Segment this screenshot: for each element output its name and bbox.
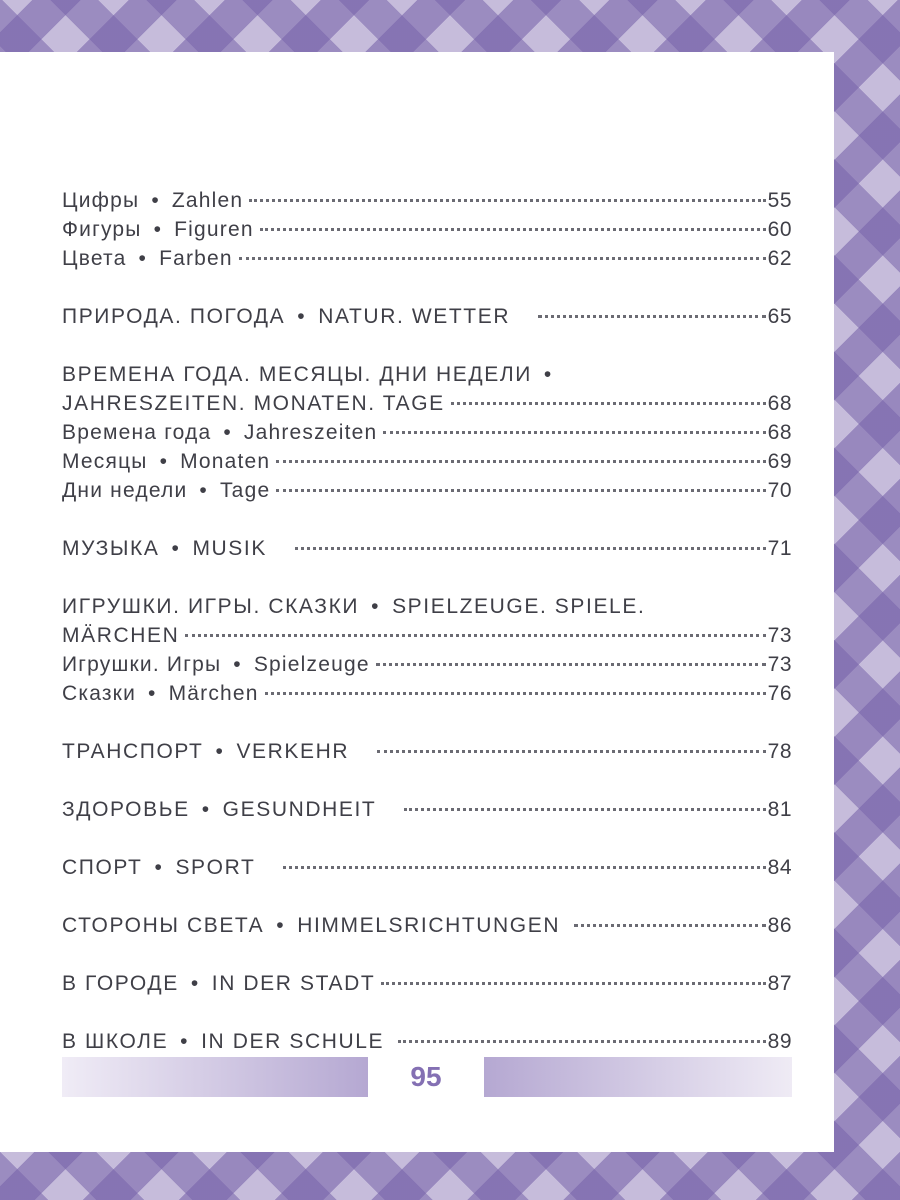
- separator: •: [199, 479, 208, 502]
- entry-title-ru: Времена года: [62, 421, 212, 444]
- separator: •: [159, 450, 169, 473]
- entry-title-de: Zahlen: [171, 189, 244, 212]
- page-ref: 55: [767, 189, 792, 212]
- toc-entry-transport[interactable]: [62, 740, 792, 769]
- entry-title-ru: ВРЕМЕНА ГОДА. МЕСЯЦЫ. ДНИ НЕДЕЛИ: [62, 363, 532, 386]
- toc-entry-seasons[interactable]: [62, 421, 792, 450]
- entry-title-ru: Цифры: [62, 189, 140, 212]
- entry-title-de: IN DER STADT: [211, 972, 376, 995]
- entry-title-ru: Сказки: [62, 682, 137, 705]
- entry-title-ru: ИГРУШКИ. ИГРЫ. СКАЗКИ: [62, 595, 360, 618]
- toc-entry-seasons-head[interactable]: [62, 392, 792, 421]
- table-of-contents: [62, 189, 792, 1059]
- page-ref: 89: [767, 1030, 792, 1053]
- toc-entry-colors[interactable]: [62, 247, 792, 276]
- toc-heading-seasons-line1: [62, 363, 792, 392]
- dot-leader: [538, 315, 766, 318]
- page-ref: 84: [767, 856, 792, 879]
- entry-title-de: MÄRCHEN: [62, 624, 180, 647]
- page-ref: 62: [767, 247, 792, 270]
- separator: •: [201, 798, 211, 821]
- entry-title-ru: Цвета: [62, 247, 127, 270]
- page-ref: 70: [767, 479, 792, 502]
- entry-title-ru: СПОРТ: [62, 856, 143, 879]
- footer-bar-left: [62, 1057, 368, 1097]
- dot-leader: [574, 924, 766, 927]
- toc-heading-toys-line1: [62, 595, 792, 624]
- dot-leader: [276, 489, 765, 492]
- entry-title-de: Monaten: [180, 450, 271, 473]
- page-ref: 81: [767, 798, 792, 821]
- entry-title-de: VERKEHR: [236, 740, 350, 763]
- page-ref: 86: [767, 914, 792, 937]
- dot-leader: [239, 257, 766, 260]
- page-panel: [0, 52, 834, 1152]
- page-footer: [62, 1057, 792, 1097]
- toc-entry-figures[interactable]: [62, 218, 792, 247]
- entry-title-de: Märchen: [168, 682, 259, 705]
- separator: •: [190, 972, 200, 995]
- separator: •: [138, 247, 148, 270]
- dot-leader: [185, 634, 765, 637]
- entry-title-de: JAHRESZEITEN. MONATEN. TAGE: [62, 392, 445, 415]
- entry-title-de: Spielzeuge: [253, 653, 370, 676]
- separator: •: [148, 682, 157, 705]
- dot-leader: [398, 1040, 766, 1043]
- entry-title-ru: Месяцы: [62, 450, 148, 473]
- toc-entry-music[interactable]: [62, 537, 792, 566]
- page-ref: 60: [767, 218, 792, 241]
- entry-title-de: IN DER SCHULE: [201, 1030, 385, 1053]
- entry-title-de: GESUNDHEIT: [222, 798, 377, 821]
- page-ref: 68: [767, 392, 792, 415]
- toc-entry-school[interactable]: [62, 1030, 792, 1059]
- dot-leader: [377, 750, 765, 753]
- dot-leader: [451, 402, 766, 405]
- page-ref: 76: [767, 682, 792, 705]
- separator: •: [543, 363, 553, 386]
- toc-entry-compass[interactable]: [62, 914, 792, 943]
- toc-entry-city[interactable]: [62, 972, 792, 1001]
- entry-title-ru: МУЗЫКА: [62, 537, 160, 560]
- entry-title-ru: СТОРОНЫ СВЕТА: [62, 914, 265, 937]
- separator: •: [371, 595, 381, 618]
- entry-title-ru: ЗДОРОВЬЕ: [62, 798, 190, 821]
- entry-title-de: NATUR. WETTER: [318, 305, 511, 328]
- page-ref: 87: [767, 972, 792, 995]
- dot-leader: [383, 431, 765, 434]
- dot-leader: [283, 866, 765, 869]
- toc-entry-months[interactable]: [62, 450, 792, 479]
- separator: •: [151, 189, 160, 212]
- page-ref: 69: [767, 450, 792, 473]
- entry-title-de: Farben: [159, 247, 233, 270]
- entry-title-ru: ПРИРОДА. ПОГОДА: [62, 305, 286, 328]
- page-ref: 73: [767, 653, 792, 676]
- separator: •: [276, 914, 286, 937]
- separator: •: [223, 421, 232, 444]
- separator: •: [180, 1030, 190, 1053]
- dot-leader: [381, 982, 765, 985]
- dot-leader: [265, 692, 766, 695]
- dot-leader: [276, 460, 765, 463]
- entry-title-de: SPIELZEUGE. SPIELE.: [392, 595, 646, 618]
- separator: •: [233, 653, 242, 676]
- entry-title-ru: В ГОРОДЕ: [62, 972, 179, 995]
- entry-title-de: Figuren: [174, 218, 254, 241]
- separator: •: [171, 537, 181, 560]
- entry-title-de: Jahreszeiten: [243, 421, 378, 444]
- separator: •: [297, 305, 307, 328]
- toc-entry-nature[interactable]: [62, 305, 792, 334]
- toc-entry-health[interactable]: [62, 798, 792, 827]
- toc-entry-shapes[interactable]: [62, 189, 792, 218]
- page-ref: 68: [767, 421, 792, 444]
- entry-title-ru: ТРАНСПОРТ: [62, 740, 204, 763]
- dot-leader: [295, 547, 766, 550]
- page-ref: 73: [767, 624, 792, 647]
- dot-leader: [376, 663, 766, 666]
- footer-bar-right: [484, 1057, 792, 1097]
- entry-title-ru: Фигуры: [62, 218, 142, 241]
- entry-title-ru: Дни недели: [62, 479, 188, 502]
- toc-entry-toys[interactable]: [62, 653, 792, 682]
- entry-title-de: MUSIK: [192, 537, 267, 560]
- entry-title-ru: В ШКОЛЕ: [62, 1030, 169, 1053]
- entry-title-de: HIMMELSRICHTUNGEN: [297, 914, 561, 937]
- separator: •: [153, 218, 163, 241]
- dot-leader: [260, 228, 766, 231]
- toc-entry-tales[interactable]: [62, 682, 792, 711]
- toc-entry-days[interactable]: [62, 479, 792, 508]
- separator: •: [215, 740, 225, 763]
- toc-entry-sport[interactable]: [62, 856, 792, 885]
- separator: •: [154, 856, 164, 879]
- dot-leader: [404, 808, 765, 811]
- entry-title-de: Tage: [219, 479, 271, 502]
- page-ref: 78: [767, 740, 792, 763]
- page-ref: 71: [767, 537, 792, 560]
- entry-title-ru: Игрушки. Игры: [62, 653, 222, 676]
- dot-leader: [249, 199, 765, 202]
- page-ref: 65: [767, 305, 792, 328]
- page-number: 95: [410, 1061, 442, 1092]
- toc-entry-toys-head[interactable]: [62, 624, 792, 653]
- entry-title-de: SPORT: [175, 856, 256, 879]
